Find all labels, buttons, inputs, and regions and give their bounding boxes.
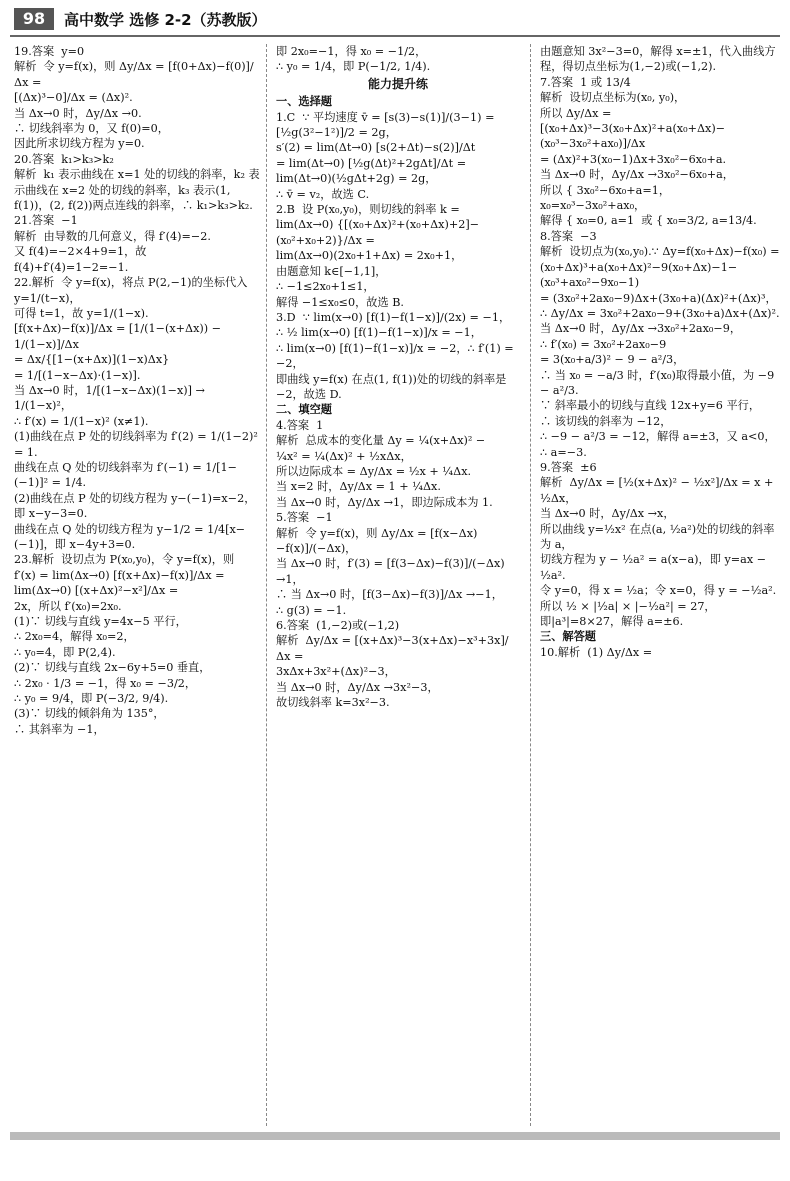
section-choice: 一、选择题 (276, 94, 332, 109)
column-3 (540, 44, 784, 1124)
answer-line: 22.解析 令 y=f(x)，将点 P(2,−1)的坐标代入 y=1/(t−x)， (14, 276, 251, 305)
answer-line: 所以曲线 y=½x² 在点(a, ½a²)处的切线的斜率为 a， (540, 522, 775, 551)
answer-line: ∴ 当 Δx→0 时，[f(3−Δx)−f(3)]/Δx →−1， (276, 588, 503, 602)
answer-line: 由题意知 3x²−3=0，解得 x=±1，代入曲线方程，得切点坐标为(1,−2)或(−1,2). (540, 45, 776, 74)
column-divider (266, 44, 267, 1126)
bottom-bar (10, 1132, 780, 1140)
answer-line: ∴ −1≤2x₀+1≤1， (276, 280, 375, 294)
answer-line: (1)曲线在点 P 处的切线斜率为 f′(2) = 1/(1−2)² = 1. (14, 430, 262, 459)
answer-line: 4.答案 1 (276, 418, 324, 432)
answer-line: 1.C ∵ 平均速度 v̄ = [s(3)−s(1)]/(3−1) = (276, 110, 495, 124)
answer-line: 19.答案 y=0 (14, 45, 85, 58)
section-answer: 三、解答题 (540, 629, 596, 644)
answer-line: 可得 t=1，故 y=1/(1−x). (14, 306, 149, 320)
answer-line: ∴ lim(x→0) [f(1)−f(1−x)]/x = −2，∴ f′(1) = −2， (276, 341, 518, 371)
answer-line: [(Δx)³−0]/Δx = (Δx)². (14, 91, 133, 105)
answer-line: 2x，所以 f′(x₀)=2x₀. (14, 599, 122, 613)
answer-line: = lim(Δt→0) [½g(Δt)²+2gΔt]/Δt = lim(Δt→0)(½gΔt+2g) = 2g， (276, 156, 470, 186)
answer-line: 因此所求切线方程为 y=0. (14, 137, 145, 151)
answer-line: 当 x=2 时，Δy/Δx = 1 + ¼Δx. (276, 480, 441, 494)
section-fill: 二、填空题 (276, 402, 332, 417)
page-number: 98 (14, 8, 54, 30)
answer-line: 10.解析 (1) Δy/Δx = (540, 645, 653, 659)
answer-line: 解析 总成本的变化量 Δy = ¼(x+Δx)² − (276, 434, 486, 448)
answer-line: ∴ 2x₀ · 1/3 = −1，得 x₀ = −3/2， (14, 676, 197, 690)
answer-line: 解得 { x₀=0, a=1 或 { x₀=3/2, a=13/4. (540, 214, 757, 228)
column-1 (14, 44, 260, 1124)
answer-line: 由题意知 k∈[−1,1]， (276, 264, 387, 278)
answer-line: 所以 Δy/Δx = (540, 106, 612, 120)
answer-line: = (Δx)²+3(x₀−1)Δx+3x₀²−6x₀+a. (540, 152, 727, 166)
answer-line: lim(Δx→0) {[(x₀+Δx)²+(x₀+Δx)+2]−(x₀²+x₀+2)}/Δx = (276, 218, 480, 247)
answer-line: 当 Δx→0 时，1/[(1−x−Δx)(1−x)] → 1/(1−x)²， (14, 383, 209, 413)
answer-line: 所以 { 3x₀²−6x₀+a=1， x₀=x₀³−3x₀²+ax₀， (540, 183, 678, 213)
answer-line: 当 Δx→0 时，Δy/Δx →x， (540, 507, 675, 521)
answer-line: [f(x+Δx)−f(x)]/Δx = [1/(1−(x+Δx)) − 1/(1−x)]/Δx (14, 322, 225, 351)
answer-line: ∵ 斜率最小的切线与直线 12x+y=6 平行， (540, 399, 761, 413)
answer-line: 故切线斜率 k=3x²−3. (276, 696, 390, 710)
answer-line: 5.答案 −1 (276, 511, 333, 525)
answer-line: 切线方程为 y − ½a² = a(x−a)，即 y=ax − ½a². (540, 553, 770, 582)
answer-line: ∴ f′(x) = 1/(1−x)² (x≠1). (14, 414, 149, 428)
column-2 (276, 44, 520, 1124)
answer-line: 当 Δx→0 时，Δy/Δx →1，即边际成本为 1. (276, 495, 493, 509)
page-header (0, 0, 790, 38)
answer-line: (3)∵ 切线的倾斜角为 135°， (14, 707, 165, 721)
answer-line: ∴ g(3) = −1. (276, 603, 347, 617)
answer-line: 8.答案 −3 (540, 229, 597, 243)
answer-line: 当 Δx→0 时，Δy/Δx →3x₀²−6x₀+a， (540, 168, 734, 182)
answer-line: ∴ y₀ = 9/4，即 P(−3/2, 9/4). (14, 692, 169, 706)
answer-line: 3xΔx+3x²+(Δx)²−3， (276, 665, 396, 679)
answer-line: 解析 k₁ 表示曲线在 x=1 处的切线的斜率，k₂ 表示曲线在 x=2 处的切线的斜率，k₃ 表示(1, f(1))，(2, f(2))两点连线的斜率，∴ k₁>k₃>k₂. (14, 168, 260, 213)
answer-line: ∴ f′(x₀) = 3x₀²+2ax₀−9 (540, 337, 667, 351)
answer-line: 曲线在点 Q 处的切线斜率为 f′(−1) = 1/[1−(−1)]² = 1/4. (14, 460, 238, 490)
answer-line: 即 2x₀=−1，得 x₀ = −1/2， (276, 45, 427, 58)
answer-line: 所以 ½ × |½a| × |−½a²| = 27，即|a³|=8×27，解得 a=±6. (540, 599, 716, 629)
answer-line: 解析 由导数的几何意义，得 f′(4)=−2. (14, 229, 211, 243)
answer-line: 当 Δx→0 时，Δy/Δx →0. (14, 106, 142, 120)
answer-line: 9.答案 ±6 (540, 460, 597, 474)
answer-line: ∴ ½ lim(x→0) [f(1)−f(1−x)]/x = −1， (276, 326, 482, 340)
answer-line: ∴ y₀ = 1/4，即 P(−1/2, 1/4). (276, 60, 431, 74)
answer-line: = (3x₀²+2ax₀−9)Δx+(3x₀+a)(Δx)²+(Δx)³， (540, 291, 777, 305)
answer-line: 解析 令 y=f(x)，则 Δy/Δx = [f(0+Δx)−f(0)]/Δx = (14, 60, 254, 89)
answer-line: 解得 −1≤x₀≤0，故选 B. (276, 295, 404, 309)
answer-line: 解析 Δy/Δx = [½(x+Δx)² − ½x²]/Δx = x + ½Δx， (540, 476, 777, 505)
answer-line: ∴ 切线斜率为 0，又 f(0)=0， (14, 122, 169, 136)
answer-line: (2)曲线在点 P 处的切线方程为 y−(−1)=x−2，即 x−y−3=0. (14, 491, 256, 521)
answer-line: ∴ 其斜率为 −1， (14, 722, 105, 736)
answer-line: ∴ Δy/Δx = 3x₀²+2ax₀−9+(3x₀+a)Δx+(Δx)². (540, 306, 780, 320)
answer-line: 即曲线 y=f(x) 在点(1, f(1))处的切线的斜率是 −2，故选 D. (276, 372, 510, 401)
answer-line: 3.D ∵ lim(x→0) [f(1)−f(1−x)]/(2x) = −1， (276, 310, 511, 324)
answer-line: ∴ v̄ = v₂，故选 C. (276, 187, 370, 201)
answer-line: 解析 令 y=f(x)，则 Δy/Δx = [f(x−Δx)−f(x)]/(−Δx)， (276, 526, 478, 555)
answer-line: = 1/[(1−x−Δx)·(1−x)]. (14, 368, 141, 382)
answer-line: 2.B 设 P(x₀,y₀)，则切线的斜率 k = (276, 203, 460, 217)
answer-line: ¼x² = ¼(Δx)² + ½xΔx， (276, 449, 412, 463)
header-rule (10, 35, 780, 37)
answer-line: (1)∵ 切线与直线 y=4x−5 平行， (14, 615, 187, 629)
answer-line: 当 Δx→0 时，Δy/Δx →3x²−3， (276, 680, 439, 694)
answer-line: (2)∵ 切线与直线 2x−6y+5=0 垂直， (14, 661, 211, 675)
answer-line: = Δx/{[1−(x+Δx)](1−x)Δx} (14, 353, 170, 367)
answer-line: 解析 设切点为(x₀,y₀).∵ Δy=f(x₀+Δx)−f(x₀) = (x₀+Δx)³+a(x₀+Δx)²−9(x₀+Δx)−1−(x₀³+ax₀²−9x₀−1) (540, 245, 784, 290)
answer-line: 解析 设切点坐标为(x₀, y₀)， (540, 91, 686, 105)
answer-line: f′(x) = lim(Δx→0) [f(x+Δx)−f(x)]/Δx = lim(Δx→0) [(x+Δx)²−x²]/Δx = (14, 568, 229, 598)
answer-line: 曲线在点 Q 处的切线方程为 y−1/2 = 1/4[x−(−1)]，即 x−4y+3=0. (14, 522, 246, 551)
answer-line: s′(2) = lim(Δt→0) [s(2+Δt)−s(2)]/Δt (276, 141, 476, 155)
answer-line: 21.答案 −1 (14, 214, 78, 228)
answer-line: = 3(x₀+a/3)² − 9 − a²/3， (540, 353, 685, 367)
answer-line: [½g(3²−1²)]/2 = 2g， (276, 126, 397, 140)
answer-line: lim(Δx→0)(2x₀+1+Δx) = 2x₀+1， (276, 249, 463, 263)
answer-line: [(x₀+Δx)³−3(x₀+Δx)²+a(x₀+Δx)−(x₀³−3x₀²+ax₀)]/Δx (540, 122, 726, 151)
answer-line: ∴ −9 − a²/3 = −12，解得 a=±3，又 a<0， (540, 430, 776, 444)
answer-line: 又 f(4)=−2×4+9=1，故 f(4)+f′(4)=1−2=−1. (14, 245, 151, 274)
answer-line: ∴ 该切线的斜率为 −12， (540, 414, 672, 428)
answer-line: 6.答案 (1,−2)或(−1,2) (276, 619, 400, 633)
answer-line: 当 Δx→0 时，Δy/Δx →3x₀²+2ax₀−9， (540, 322, 742, 336)
answer-line: ∴ y₀=4，即 P(2,4). (14, 645, 116, 659)
answer-line: 20.答案 k₁>k₃>k₂ (14, 152, 114, 166)
answer-line: ∴ 当 x₀ = −a/3 时，f′(x₀)取得最小值，为 −9 − a²/3. (540, 368, 778, 397)
column-divider (530, 44, 531, 1126)
answer-line: 令 y=0，得 x = ½a；令 x=0，得 y = −½a². (540, 584, 777, 598)
section-title-ability: 能力提升练 (367, 76, 428, 91)
book-title: 高中数学 选修 2-2（苏教版） (64, 11, 267, 29)
answer-line: 23.解析 设切点为 P(x₀,y₀)，令 y=f(x)，则 (14, 553, 235, 567)
answer-line: 解析 Δy/Δx = [(x+Δx)³−3(x+Δx)−x³+3x]/Δx = (276, 634, 509, 663)
answer-line: ∴ 2x₀=4，解得 x₀=2， (14, 630, 135, 644)
answer-line: 7.答案 1 或 13/4 (540, 75, 631, 89)
answer-line: 所以边际成本 = Δy/Δx = ½x + ¼Δx. (276, 464, 472, 478)
answer-line: ∴ a=−3. (540, 445, 587, 459)
answer-line: 当 Δx→0 时，f′(3) = [f(3−Δx)−f(3)]/(−Δx) →1， (276, 557, 509, 586)
